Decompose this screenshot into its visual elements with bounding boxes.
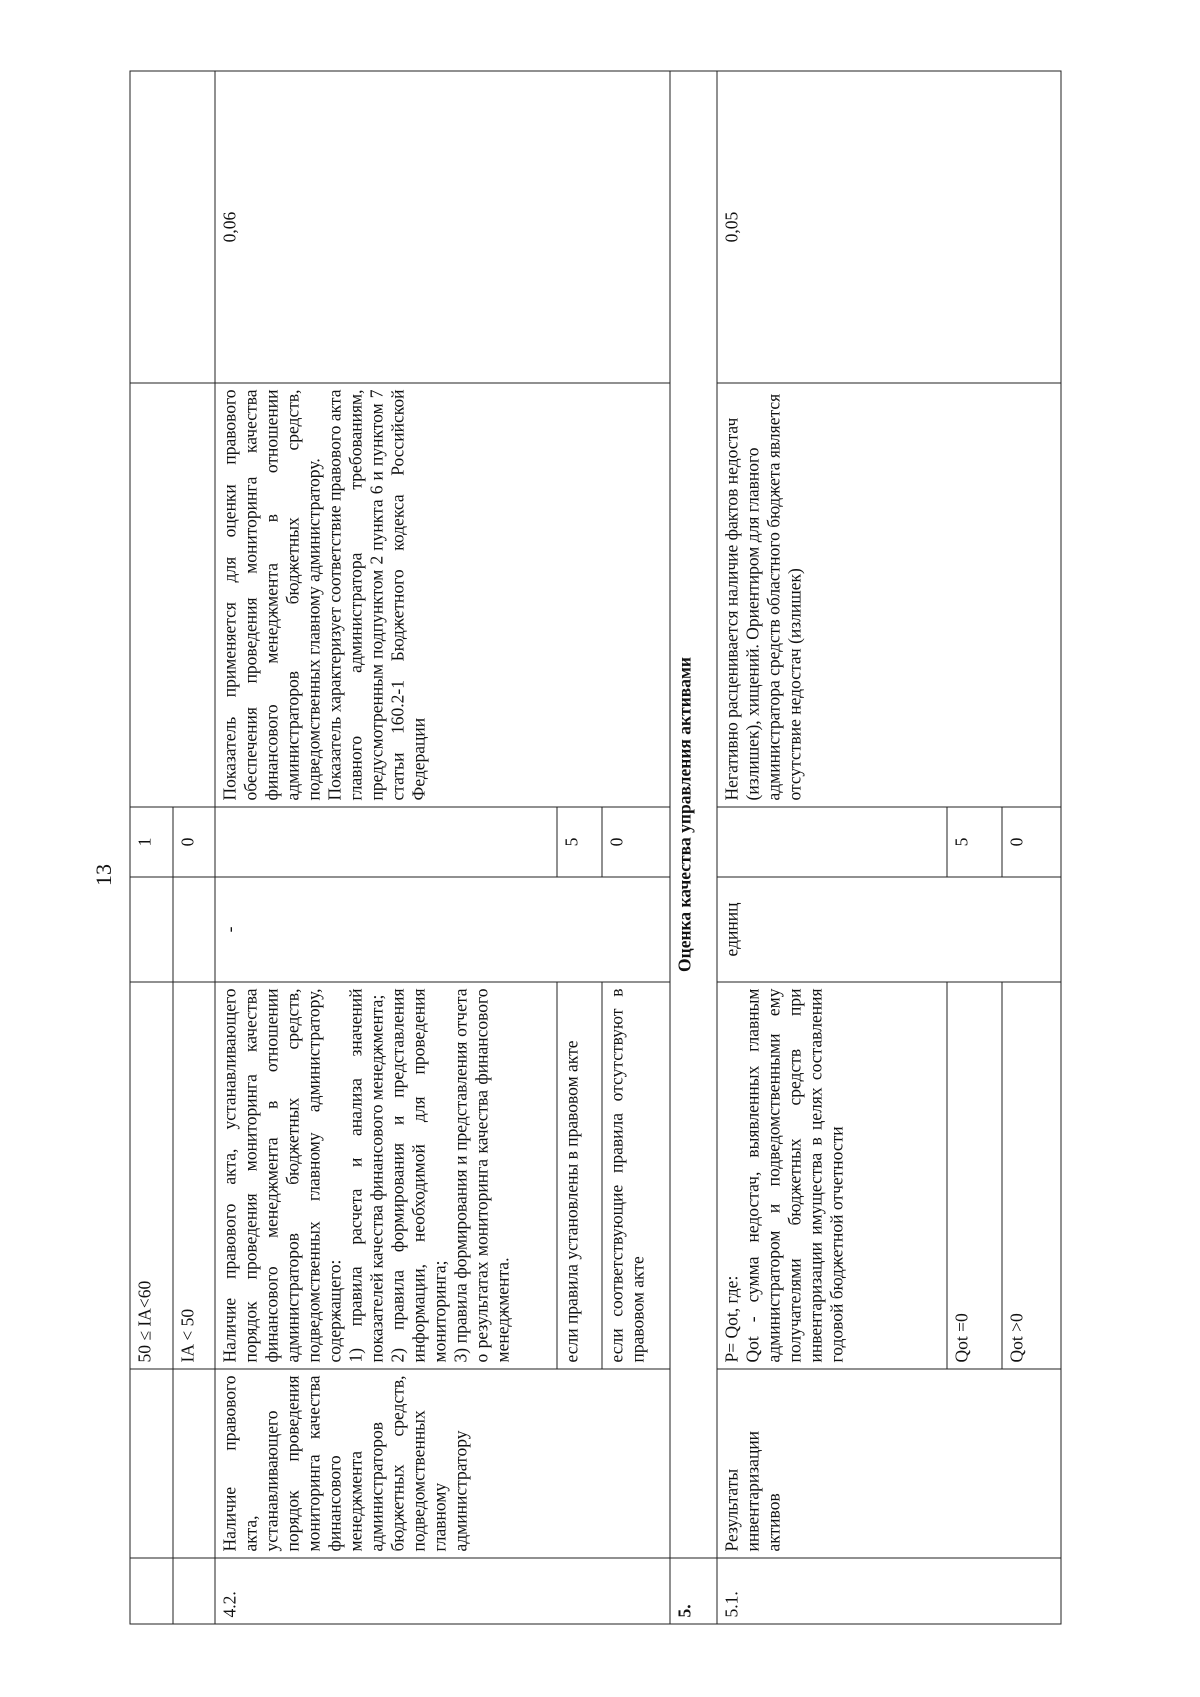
page-number: 13	[91, 864, 116, 886]
formula-item: 2) правила формирования и представления информации, необходимой для проведения мониторинга;	[387, 988, 450, 1363]
indicator-table	[130, 72, 1062, 1625]
indicator-comment	[215, 383, 670, 807]
criterion-cell: 50 ≤ IA<60	[130, 982, 173, 1369]
formula-text: Наличие правового акта, устанавливающего порядок проведения мониторинга качества финансового менеджмента в отношении администраторов бюджетных средств, подведомственных главному администратору, содержащего:	[219, 988, 345, 1363]
indicator-comment: Негативно расценивается наличие фактов недостач (излишек), хищений. Ориентиром для главного администратора средств областного бюджета является отсутствие недостач (излишек)	[717, 383, 1061, 807]
formula-item: 3) правила формирования и представления отчета о результатах мониторинга качества финансового менеджмента.	[450, 988, 513, 1363]
section-row	[670, 71, 717, 1624]
criterion-cell: IA < 50	[173, 982, 216, 1369]
table-row	[130, 71, 173, 1624]
score-cell: 1	[130, 807, 173, 877]
criterion-cell: если соответствующие правила отсутствуют в правовом акте	[602, 982, 670, 1369]
criterion-cell: если правила установлены в правовом акте	[557, 982, 602, 1369]
indicator-formula	[215, 982, 557, 1369]
table-row	[215, 71, 557, 1624]
unit-cell: -	[215, 877, 670, 982]
table-row	[717, 71, 947, 1624]
indicator-name: Результаты инвентаризации активов	[717, 1369, 1061, 1558]
comment-text: Показатель характеризует соответствие правового акта главного администратора требованиям, предусмотренным подпунктом 2 пункта 6 и пунктом 7 статьи 160.2-1 Бюджетного кодекса Российской Федерации	[324, 389, 429, 801]
formula-item: 1) правила расчета и анализа значений показателей качества финансового менеджмента;	[345, 988, 387, 1363]
indicator-formula	[717, 982, 947, 1369]
unit-cell: единиц	[717, 877, 1061, 982]
score-cell: 5	[947, 807, 1003, 877]
formula-text: Qot - сумма недостач, выявленных главным администратором и подведомственными ему получателями бюджетных средств при инвентаризации имущества в целях составления годовой бюджетной отчетности	[742, 988, 847, 1363]
indicator-number: 4.2.	[215, 1558, 670, 1624]
score-cell: 0	[1002, 807, 1061, 877]
score-cell: 0	[602, 807, 670, 877]
formula-text: P= Qot, где:	[721, 1275, 742, 1363]
indicator-number: 5.1.	[717, 1558, 1061, 1624]
score-cell: 5	[557, 807, 602, 877]
score-cell: 0	[173, 807, 216, 877]
indicator-name: Наличие правового акта, устанавливающего порядок проведения мониторинга качества финансового менеджмента администраторов бюджетных средств, подведомственных главному администратору	[215, 1369, 670, 1558]
section-title: Оценка качества управления активами	[670, 71, 717, 1558]
criterion-cell: Qot =0	[947, 982, 1003, 1369]
section-number: 5.	[670, 1558, 717, 1624]
criterion-cell: Qot >0	[1002, 982, 1061, 1369]
weight-cell: 0,05	[717, 71, 1061, 383]
weight-cell: 0,06	[215, 71, 670, 383]
comment-text: Показатель применяется для оценки правового обеспечения проведения мониторинга качества финансового менеджмента в отношении администраторов бюджетных средств, подведомственных главному администратору.	[219, 389, 324, 801]
